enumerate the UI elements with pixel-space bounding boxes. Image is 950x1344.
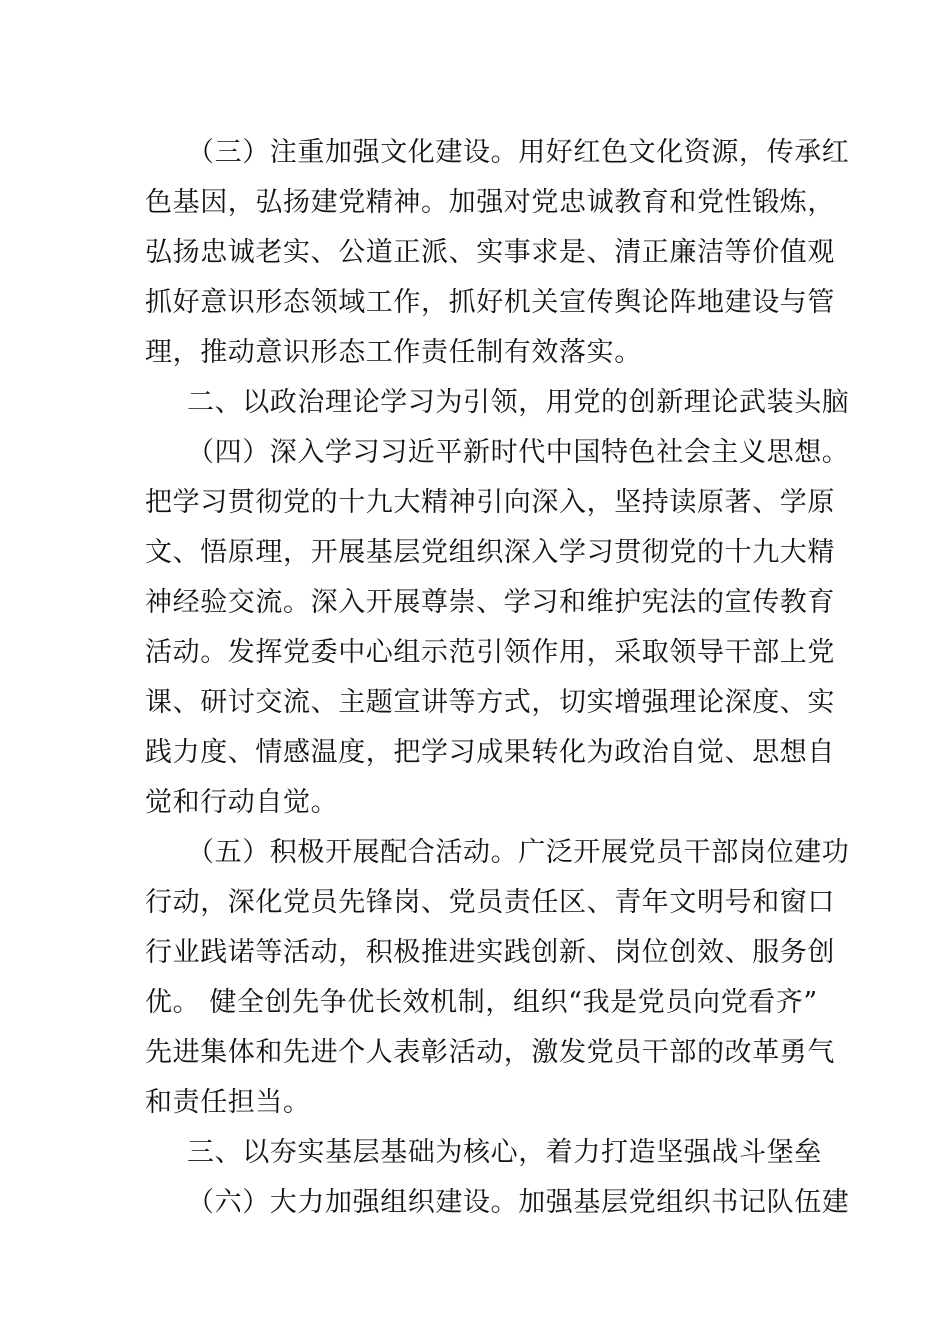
paragraph-5-line-1: （五）积极开展配合活动。广泛开展党员干部岗位建功 <box>187 837 850 868</box>
section-heading-3: 三、以夯实基层基础为核心，着力打造坚强战斗堡垒 <box>187 1137 822 1168</box>
paragraph-3-line-3: 弘扬忠诚老实、公道正派、实事求是、清正廉洁等价值观 <box>145 237 835 268</box>
paragraph-4-line-2: 把学习贯彻党的十九大精神引向深入，坚持读原著、学原 <box>145 487 835 518</box>
paragraph-3-line-5: 理，推动意识形态工作责任制有效落实。 <box>145 337 642 368</box>
paragraph-4-line-3: 文、悟原理，开展基层党组织深入学习贯彻党的十九大精 <box>145 537 835 568</box>
paragraph-5-line-2: 行动，深化党员先锋岗、党员责任区、青年文明号和窗口 <box>145 887 835 918</box>
paragraph-4-line-6: 课、研讨交流、主题宣讲等方式，切实增强理论深度、实 <box>145 687 835 718</box>
paragraph-5-line-5: 先进集体和先进个人表彰活动，激发党员干部的改革勇气 <box>145 1037 835 1068</box>
paragraph-4-line-1: （四）深入学习习近平新时代中国特色社会主义思想。 <box>187 437 850 468</box>
paragraph-4-line-7: 践力度、情感温度，把学习成果转化为政治自觉、思想自 <box>145 737 835 768</box>
paragraph-4-line-5: 活动。发挥党委中心组示范引领作用，采取领导干部上党 <box>145 637 835 668</box>
paragraph-5-line-3: 行业践诺等活动，积极推进实践创新、岗位创效、服务创 <box>145 937 835 968</box>
paragraph-3-line-4: 抓好意识形态领域工作，抓好机关宣传舆论阵地建设与管 <box>145 287 835 318</box>
paragraph-6-line-1: （六）大力加强组织建设。加强基层党组织书记队伍建 <box>187 1187 850 1218</box>
paragraph-3-line-2: 色基因，弘扬建党精神。加强对党忠诚教育和党性锻炼， <box>145 187 835 218</box>
paragraph-5-line-4: 优。 健全创先争优长效机制，组织“我是党员向党看齐” <box>145 987 818 1018</box>
section-heading-2: 二、以政治理论学习为引领，用党的创新理论武装头脑 <box>187 387 850 418</box>
paragraph-3-line-1: （三）注重加强文化建设。用好红色文化资源，传承红 <box>187 137 850 168</box>
paragraph-4-line-8: 觉和行动自觉。 <box>145 787 339 818</box>
paragraph-5-line-6: 和责任担当。 <box>145 1087 311 1118</box>
paragraph-4-line-4: 神经验交流。深入开展尊崇、学习和维护宪法的宣传教育 <box>145 587 835 618</box>
